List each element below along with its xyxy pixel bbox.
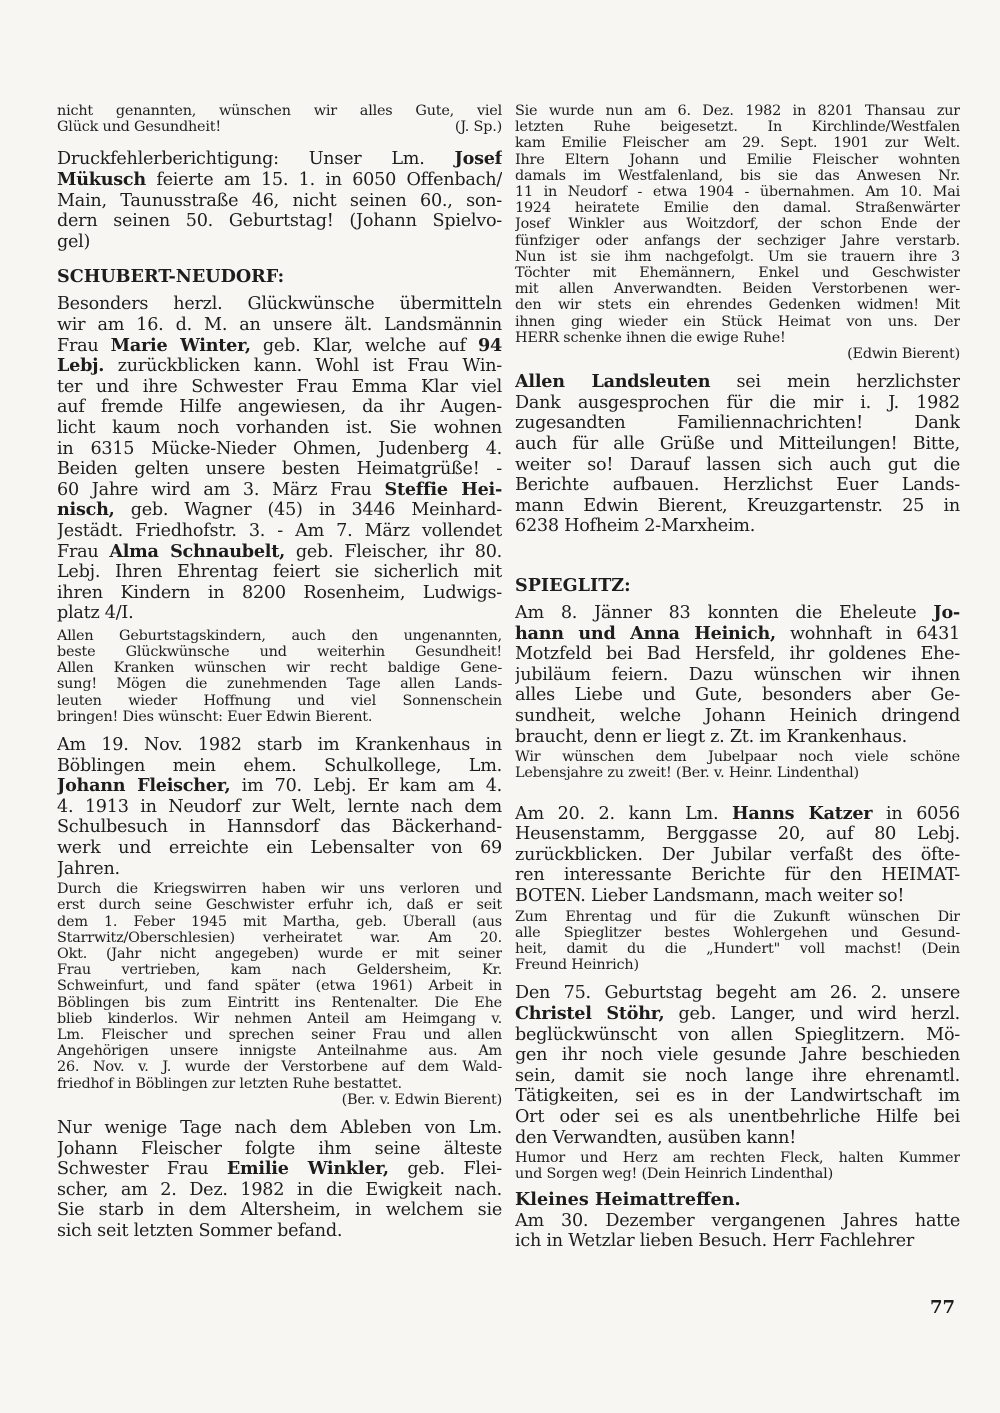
bold-name: Allen Landsleuten	[515, 372, 711, 393]
text-line	[57, 397, 502, 418]
text-line	[57, 1200, 502, 1221]
text-fragment: Den 75. Geburtstag begeht am 26. 2. unsere	[515, 983, 960, 1004]
section-heading-schubert-neudorf: SCHUBERT-NEUDORF:	[57, 266, 285, 288]
text-line: bringen! Dies wünscht: Euer Edwin Bierent.	[57, 708, 373, 725]
text-line: 1924 heiratete Emilie den damal. Straßenwärter	[515, 200, 960, 217]
text-line	[515, 865, 960, 886]
bold-name: 94	[478, 335, 502, 356]
text-line	[515, 393, 960, 414]
text-line: mit allen Anverwandten. Beiden Verstorbenen wer-	[515, 281, 960, 298]
text-fragment: Schulbesuch in Hannsdorf das Bäckerhand-	[57, 817, 502, 838]
schubert-neudorf-text	[57, 294, 502, 624]
text-fragment: beglückwünscht von allen Spieglitzern. Mö-	[515, 1024, 960, 1045]
text-line: Lebensjahre zu zweit! (Ber. v. Heinr. Lindenthal)	[515, 765, 859, 782]
text-fragment: Druckfehlerberichtigung: Unser Lm.	[57, 149, 455, 170]
text-line	[57, 735, 502, 756]
bold-name: Christel Stöhr,	[515, 1003, 665, 1024]
text-line: Nun ist sie ihm nachgefolgt. Um sie trauern ihre 3	[515, 248, 960, 265]
text-line: friedhof in Böblingen zur letzten Ruhe bestattet.	[57, 1075, 402, 1092]
text-fragment: Schwester Frau	[57, 1159, 227, 1180]
text-fragment: geb. Klar, welche auf	[250, 335, 479, 356]
text-line: HERR schenke ihnen die ewige Ruhe!	[515, 329, 786, 346]
text-line: alle Spieglitzer bestes Wohlergehen und Gesund-	[515, 924, 960, 941]
text-fragment: Dank ausgesprochen für die mir i. J. 1982	[515, 392, 960, 413]
text-fragment: den Verwandten, ausüben kann!	[515, 1127, 797, 1148]
text-line: Töchter mit Ehemännern, Enkel und Geschwister	[515, 265, 960, 282]
text-line	[57, 377, 502, 398]
text-line: ihnen ging wieder ein Stück Heimat von uns. Der	[515, 313, 960, 330]
text-fragment: Am 20. 2. kann Lm.	[515, 803, 733, 824]
text-fragment: geb. Wagner (45) in 3446 Meinhard-	[114, 500, 502, 521]
text-line	[57, 756, 502, 777]
text-fragment: licht kaum noch vorhanden ist. Sie wohnen	[57, 417, 502, 438]
winkler-details	[515, 103, 960, 346]
text-line: dem 1. Feber 1945 mit Martha, geb. Überall (aus	[57, 913, 502, 930]
bold-name: Alma Schnaubelt,	[109, 541, 285, 562]
text-line: den wir stets ein ehrendes Gedenken widmen! Mit	[515, 297, 960, 314]
text-line	[57, 119, 502, 135]
general-greetings	[57, 628, 502, 725]
text-fragment: Tätigkeiten, sei es in der Landwirtschaft im	[515, 1086, 960, 1107]
text-line	[57, 1159, 502, 1180]
text-line	[515, 886, 960, 907]
text-line: Allen Kranken wünschen wir recht baldige Gene-	[57, 660, 502, 677]
misprint-correction	[57, 149, 502, 252]
text-line	[57, 191, 502, 212]
text-line	[57, 480, 502, 501]
text-fragment: Frau	[57, 541, 110, 562]
text-line: Humor und Herz am rechten Fleck, halten Kummer	[515, 1150, 960, 1167]
text-line	[515, 603, 960, 624]
bold-name: Jo-	[933, 603, 960, 623]
text-fragment: gel)	[57, 231, 91, 252]
text-line	[57, 583, 502, 604]
text-line	[57, 562, 502, 583]
text-line	[515, 1045, 960, 1066]
text-fragment: sundheit, welche Johann Heinich dringend	[515, 705, 960, 726]
text-line: heit, damit du die „Hundert" voll machst! (Dein	[515, 940, 960, 957]
text-line	[57, 439, 502, 460]
text-line: nicht genannten, wünschen wir alles Gute, viel	[57, 103, 502, 119]
bold-name: Johann Fleischer,	[57, 776, 231, 797]
bold-name: Hanns Katzer	[732, 803, 873, 824]
text-line: Böblingen bis zum Eintritt ins Rentenalter. Die Ehe	[57, 994, 502, 1011]
bold-name: Steffie Hei-	[384, 479, 502, 500]
text-fragment: sich seit letzten Sommer befand.	[57, 1221, 343, 1242]
text-line	[515, 1004, 960, 1025]
text-line: beste Glückwünsche und weiterhin Gesundheit!	[57, 644, 502, 661]
text-line	[57, 149, 502, 170]
text-fragment: Main, Taunusstraße 46, nicht seinen 60., son-	[57, 190, 502, 211]
text-line	[57, 838, 502, 859]
text-fragment: Am 8. Jänner 83 konnten die Eheleute	[515, 603, 934, 623]
text-line: Sie wurde nun am 6. Dez. 1982 in 8201 Thansau zur	[515, 103, 960, 119]
text-line	[515, 1025, 960, 1046]
obituary-emilie-winkler	[57, 1118, 502, 1242]
text-line	[515, 727, 960, 748]
text-line	[57, 776, 502, 797]
text-fragment: Jestädt. Friedhofstr. 3. - Am 7. März vollendet	[57, 520, 502, 541]
text-fragment: im 70. Lebj. Er kam am 4.	[230, 776, 502, 797]
obituary-johann-fleischer	[57, 735, 502, 879]
text-fragment: Frau	[57, 335, 111, 356]
text-fragment: Glück und Gesundheit!	[57, 119, 221, 136]
bold-name: Marie Winter,	[110, 335, 251, 356]
text-line	[57, 336, 502, 357]
text-fragment: Jahren.	[57, 858, 120, 879]
text-fragment: in 6056	[872, 803, 960, 824]
text-fragment: Besonders herzl. Glückwünsche übermitteln	[57, 294, 502, 315]
text-line	[57, 170, 502, 191]
text-line	[515, 644, 960, 665]
text-line	[515, 624, 960, 645]
text-fragment: Berichte aufbauen. Herzlichst Euer Lands-	[515, 475, 960, 496]
text-fragment: 4. 1913 in Neudorf zur Welt, lernte nach dem	[57, 796, 502, 817]
text-fragment: werk und erreichte ein Lebensalter von 69	[57, 838, 502, 859]
text-fragment: Johann Fleischer folgte ihm seine älteste	[57, 1138, 502, 1159]
stoehr-wishes	[515, 1150, 960, 1182]
text-fragment: geb. Langer, und wird herzl.	[664, 1003, 960, 1024]
text-fragment: mann Edwin Bierent, Kreuzgartenstr. 25 in	[515, 495, 960, 516]
text-line: Ihre Eltern Johann und Emilie Fleischer wohnten	[515, 151, 960, 168]
bold-name: nisch,	[57, 500, 115, 521]
text-line: Zum Ehrentag und für die Zukunft wünschen Dir	[515, 908, 960, 925]
text-fragment: auf fremde Hilfe angewiesen, da ihr Augen-	[57, 397, 502, 418]
text-fragment: jubiläum feiern. Dazu wünschen wir ihnen	[515, 664, 960, 685]
text-line	[515, 455, 960, 476]
bold-name: Emilie Winkler,	[226, 1159, 389, 1180]
text-line: Josef Winkler aus Woitzdorf, der schon Ende der	[515, 216, 960, 233]
text-line	[515, 845, 960, 866]
text-line	[57, 542, 502, 563]
text-line	[57, 500, 502, 521]
text-line	[57, 459, 502, 480]
text-line	[57, 1118, 502, 1139]
signature: (J. Sp.)	[454, 119, 502, 136]
text-line	[515, 372, 960, 393]
text-line	[515, 496, 960, 517]
text-line	[515, 413, 960, 434]
text-fragment: alles Liebe und Gute, besonders aber Ge-	[515, 685, 960, 706]
text-fragment: dern seinen 50. Geburtstag! (Johann Spielvo-	[57, 211, 502, 232]
text-fragment: scher, am 2. Dez. 1982 in die Ewigkeit nach.	[57, 1179, 502, 1200]
text-fragment: Sie starb in dem Altersheim, in welchem sie	[57, 1200, 502, 1221]
text-line: Schweinfurt, und fand später (etwa 1961) Arbeit in	[57, 978, 502, 995]
text-fragment: Lebj. Ihren Ehrentag feiert sie sicherlich mit	[57, 562, 502, 583]
text-fragment: weiter so! Darauf lassen sich auch gut die	[515, 454, 960, 475]
signature: (Edwin Bierent)	[847, 346, 960, 363]
text-line: 11 in Neudorf - etwa 1904 - übernahmen. Am 10. Mai	[515, 184, 960, 201]
text-line: Angehörigen unsere innigste Anteilnahme aus. Am	[57, 1043, 502, 1060]
bold-name: Lebj.	[57, 356, 105, 377]
birthday-christel-stoehr	[515, 983, 960, 1148]
text-line	[57, 797, 502, 818]
text-line	[57, 1180, 502, 1201]
text-line	[57, 232, 502, 253]
text-line	[515, 1107, 960, 1128]
katzer-wishes	[515, 909, 960, 974]
text-line: Am 30. Dezember vergangenen Jahres hatte	[515, 1210, 960, 1231]
text-line	[515, 1128, 960, 1149]
text-line: 26. Nov. v. J. wurde der Verstorbene auf dem Wald-	[57, 1059, 502, 1076]
thanks-to-countrymen	[515, 372, 960, 537]
meeting-text	[515, 1211, 960, 1252]
text-line	[515, 804, 960, 825]
anniversary-wishes	[515, 749, 960, 781]
birthday-hanns-katzer	[515, 804, 960, 907]
text-fragment: in 6315 Mücke-Nieder Ohmen, Judenberg 4.	[57, 438, 502, 459]
text-line: Lm. Fleischer und sprechen seiner Frau und allen	[57, 1027, 502, 1044]
text-line	[515, 706, 960, 727]
text-line: Durch die Kriegswirren haben wir uns verloren und	[57, 881, 502, 898]
text-line	[57, 521, 502, 542]
text-line	[515, 516, 960, 537]
left-column	[57, 103, 502, 1242]
text-line: Starrwitz/Oberschlesien) verheiratet war. Am 20.	[57, 929, 502, 946]
text-fragment: auch für alle Grüße und Mitteilungen! Bitte,	[515, 434, 960, 455]
text-line	[515, 475, 960, 496]
text-line	[515, 434, 960, 455]
text-fragment: ter und ihre Schwester Frau Emma Klar viel	[57, 376, 502, 397]
text-line: Freund Heinrich)	[515, 957, 639, 974]
text-fragment: feierte am 15. 1. in 6050 Offenbach/	[145, 170, 502, 190]
text-fragment: ren interessante Berichte für den HEIMAT-	[515, 865, 960, 886]
text-fragment: Nur wenige Tage nach dem Ableben von Lm.	[57, 1118, 502, 1139]
text-line	[515, 1086, 960, 1107]
text-line: damals im Westfalenland, bis sie das Anwesen Nr.	[515, 167, 960, 184]
text-fragment: Am 19. Nov. 1982 starb im Krankenhaus in	[57, 735, 502, 756]
text-line: blieb kinderlos. Wir nehmen Anteil am Heimgang v.	[57, 1010, 502, 1027]
signature: (Ber. v. Edwin Bierent)	[341, 1091, 502, 1108]
text-line	[57, 211, 502, 232]
text-line: erst durch seine Geschwister erfuhr ich, daß er seit	[57, 897, 502, 914]
text-line: Okt. (Jahr nicht angegeben) wurde er mit seiner	[57, 946, 502, 963]
text-line	[57, 817, 502, 838]
text-line	[57, 418, 502, 439]
obituary-signature	[57, 1092, 502, 1108]
text-line	[57, 1221, 502, 1242]
text-line	[57, 1139, 502, 1160]
text-line: leuten wieder Hoffnung und viel Sonnenschein	[57, 692, 502, 709]
text-fragment: sein, damit sie noch lange ihre ehrenamtl.	[515, 1065, 960, 1086]
page-number: 77	[930, 1297, 956, 1318]
text-fragment: wohnhaft in 6431	[775, 623, 960, 644]
text-fragment: braucht, denn er liegt z. Zt. im Krankenhaus.	[515, 726, 908, 747]
winkler-signature	[515, 346, 960, 362]
text-fragment: 6238 Hofheim 2-Marxheim.	[515, 516, 756, 537]
text-line: Frau vertrieben, kam nach Geldersheim, Kr.	[57, 962, 502, 979]
text-line: letzten Ruhe beigesetzt. In Kirchlinde/Westfalen	[515, 119, 960, 136]
text-fragment: ihren Kindern in 8200 Rosenheim, Ludwigs-	[57, 582, 502, 603]
text-fragment: Beiden gelten unsere besten Heimatgrüße! -	[57, 459, 502, 480]
bold-name: Mükusch	[57, 170, 146, 190]
text-fragment: geb. Flei-	[388, 1159, 502, 1180]
section-heading-kleines-heimattreffen: Kleines Heimattreffen.	[515, 1188, 741, 1210]
text-fragment: geb. Fleischer, ihr 80.	[284, 541, 502, 562]
text-line	[57, 315, 502, 336]
text-fragment: gen ihr noch viele gesunde Jahre beschieden	[515, 1045, 960, 1066]
text-fragment: Heusenstamm, Berggasse 20, auf 80 Lebj.	[515, 824, 960, 845]
text-line	[515, 1066, 960, 1087]
text-fragment: wir am 16. d. M. an unsere ält. Landsmännin	[57, 314, 502, 335]
text-line	[515, 685, 960, 706]
intro-greeting	[57, 103, 502, 135]
text-line	[57, 603, 502, 624]
text-line: ich in Wetzlar lieben Besuch. Herr Fachlehrer	[515, 1231, 915, 1252]
text-line	[57, 356, 502, 377]
text-line	[515, 983, 960, 1004]
text-fragment: zurückblicken kann. Wohl ist Frau Win-	[104, 356, 502, 377]
text-line	[515, 824, 960, 845]
text-fragment: Böblingen mein ehem. Schulkollege, Lm.	[57, 755, 502, 776]
section-heading-spieglitz: SPIEGLITZ:	[515, 575, 631, 596]
text-line	[57, 294, 502, 315]
text-fragment: BOTEN. Lieber Landsmann, mach weiter so!	[515, 885, 905, 906]
golden-anniversary-heinich	[515, 603, 960, 747]
text-fragment: sei mein herzlichster	[710, 372, 960, 393]
text-fragment: 60 Jahre wird am 3. März Frau	[57, 479, 385, 500]
text-fragment: zugesandten Familiennachrichten! Dank	[515, 413, 960, 434]
text-line: kam Emilie Fleischer am 29. Sept. 1901 zur Welt.	[515, 135, 960, 152]
obituary-details	[57, 881, 502, 1092]
text-line	[57, 859, 502, 880]
text-fragment: zurückblicken. Der Jubilar verfaßt des öfte-	[515, 844, 960, 865]
text-line: fünfziger oder anfangs der sechziger Jahre verstarb.	[515, 232, 960, 249]
text-line: Allen Geburtstagskindern, auch den ungenannten,	[57, 627, 502, 644]
bold-name: hann und Anna Heinich,	[515, 623, 776, 644]
text-line: sung! Mögen die zunehmenden Tage allen Lands-	[57, 676, 502, 693]
text-line: Wir wünschen dem Jubelpaar noch viele schöne	[515, 749, 960, 766]
text-fragment: Ort oder sei es als unentbehrliche Hilfe bei	[515, 1106, 960, 1127]
right-column	[515, 103, 960, 1252]
text-line	[515, 665, 960, 686]
text-fragment: Motzfeld bei Bad Hersfeld, ihr goldenes Ehe-	[515, 644, 960, 665]
text-line: und Sorgen weg! (Dein Heinrich Lindenthal)	[515, 1166, 834, 1183]
bold-name: Josef	[454, 149, 502, 170]
text-fragment: platz 4/I.	[57, 603, 134, 624]
